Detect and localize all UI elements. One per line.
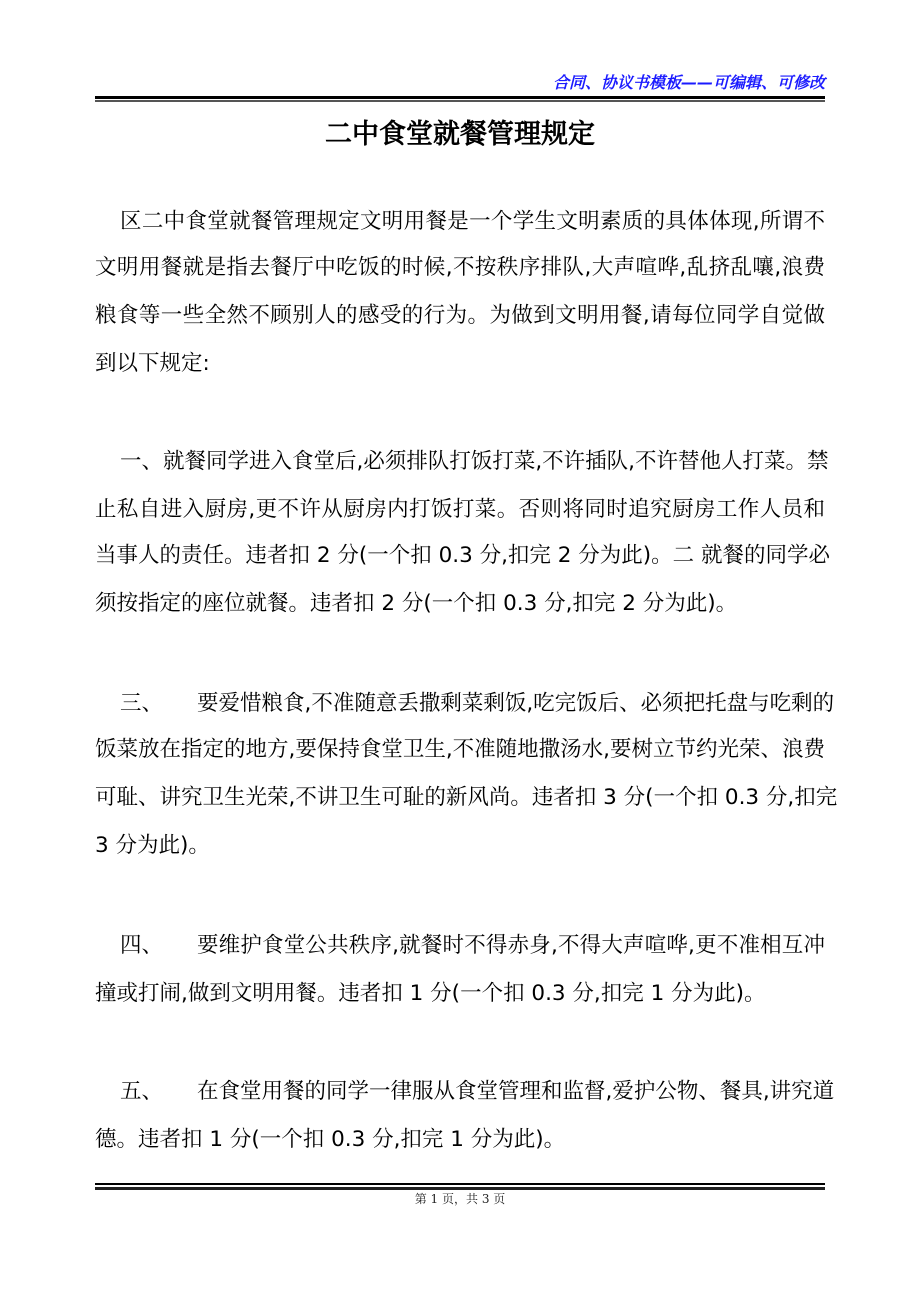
header-rule bbox=[95, 96, 825, 99]
paragraph-line: 须按指定的座位就餐。违者扣 2 分(一个扣 0.3 分,扣完 2 分为此)。 bbox=[95, 591, 738, 616]
paragraph-line: 文明用餐就是指去餐厅中吃饭的时候,不按秩序排队,大声喧哗,乱挤乱嚷,浪费 bbox=[95, 255, 825, 280]
paragraph-text: 在食堂用餐的同学一律服从食堂管理和监督,爱护公物、餐具,讲究道 bbox=[197, 1079, 835, 1104]
paragraph-line: 3 分为此)。 bbox=[95, 833, 210, 858]
header-rule-secondary bbox=[95, 100, 825, 102]
paragraph-line bbox=[120, 689, 835, 719]
header-tagline: 合同、协议书模板——可编辑、可修改 bbox=[552, 73, 825, 92]
section-label: 四、 bbox=[120, 933, 164, 958]
paragraph-line: 止私自进入厨房,更不许从厨房内打饭打菜。否则将同时追究厨房工作人员和 bbox=[95, 497, 825, 522]
section-label: 三、 bbox=[120, 691, 164, 716]
paragraph-line: 当事人的责任。违者扣 2 分(一个扣 0.3 分,扣完 2 分为此)。二 就餐的同学必 bbox=[95, 543, 831, 568]
paragraph-line: 可耻、讲究卫生光荣,不讲卫生可耻的新风尚。违者扣 3 分(一个扣 0.3 分,扣完 bbox=[95, 785, 838, 810]
section-label: 五、 bbox=[120, 1079, 164, 1104]
paragraph-line: 区二中食堂就餐管理规定文明用餐是一个学生文明素质的具体体现,所谓不 bbox=[120, 209, 825, 234]
paragraph-line: 饭菜放在指定的地方,要保持食堂卫生,不准随地撒汤水,要树立节约光荣、浪费 bbox=[95, 737, 826, 762]
paragraph-line: 粮食等一些全然不顾别人的感受的行为。为做到文明用餐,请每位同学自觉做 bbox=[95, 303, 825, 328]
paragraph-text: 要爱惜粮食,不准随意丢撒剩菜剩饭,吃完饭后、必须把托盘与吃剩的 bbox=[197, 691, 835, 716]
footer-rule bbox=[95, 1183, 825, 1185]
paragraph-line: 撞或打闹,做到文明用餐。违者扣 1 分(一个扣 0.3 分,扣完 1 分为此)。 bbox=[95, 981, 766, 1006]
paragraph-line: 德。违者扣 1 分(一个扣 0.3 分,扣完 1 分为此)。 bbox=[95, 1127, 566, 1152]
paragraph-text: 要维护食堂公共秩序,就餐时不得赤身,不得大声喧哗,更不准相互冲 bbox=[197, 933, 825, 958]
page-number: 第 1 页，共 3 页 bbox=[414, 1192, 506, 1206]
paragraph-line: 到以下规定: bbox=[95, 351, 210, 376]
paragraph-line: 一、就餐同学进入食堂后,必须排队打饭打菜,不许插队,不许替他人打菜。禁 bbox=[120, 449, 829, 474]
paragraph-line bbox=[120, 931, 825, 961]
document-title: 二中食堂就餐管理规定 bbox=[325, 119, 595, 150]
paragraph-line bbox=[120, 1077, 835, 1107]
